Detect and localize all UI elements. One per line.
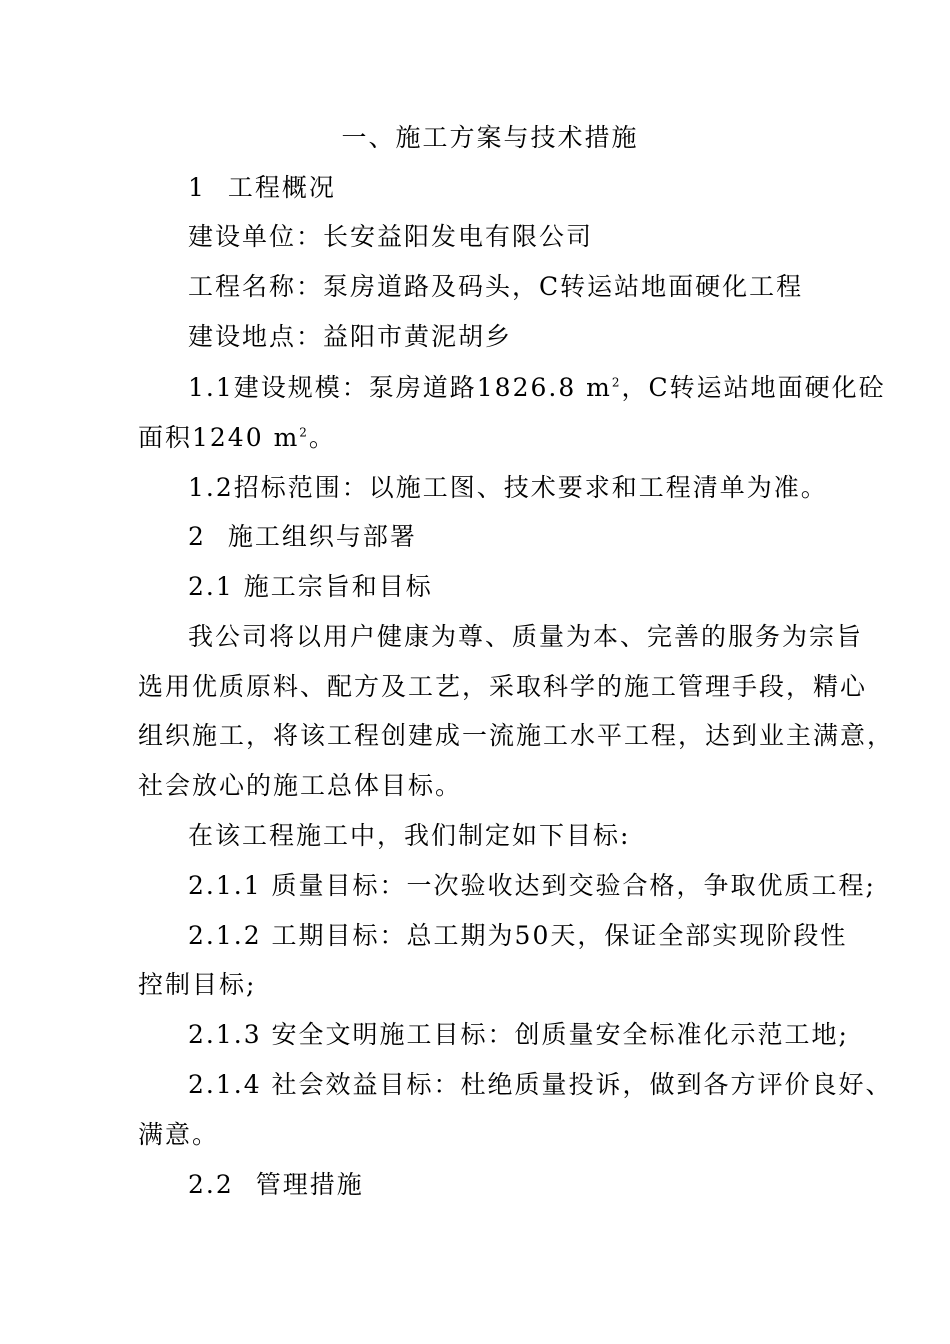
paragraph-line: 组织施工，将该工程创建成一流施工水平工程，达到业主满意， [138,721,895,750]
document-title: 一、施工方案与技术措施 [341,123,639,152]
scale-text-cont: ，C转运站地面硬化砼 [621,373,886,402]
scale-text: 1.1建设规模：泵房道路1826.8 m [188,373,612,402]
section-2-1-heading: 2.1 施工宗旨和目标 [188,572,433,601]
superscript: 2 [299,425,309,440]
goal-social: 2.1.4 社会效益目标：杜绝质量投诉，做到各方评价良好、 [188,1070,893,1099]
goal-schedule: 2.1.2 工期目标：总工期为50天，保证全部实现阶段性 [188,921,848,950]
section-number: 1 [188,173,206,202]
paragraph-line: 社会放心的施工总体目标。 [138,771,463,800]
section-2-2-heading [188,1170,364,1200]
goal-social-cont: 满意。 [138,1120,220,1149]
project-name-line: 工程名称：泵房道路及码头，C转运站地面硬化工程 [188,272,804,301]
paragraph-line: 我公司将以用户健康为尊、质量为本、完善的服务为宗旨 [188,622,864,651]
scale-line [188,373,886,403]
superscript: 2 [611,375,622,390]
section-title: 管理措施 [255,1170,364,1199]
section-title: 工程概况 [227,173,336,202]
section-number: 2.2 [188,1170,234,1199]
scale-line-cont [138,423,336,453]
area-text: 面积1240 m [138,423,300,452]
scope-line: 1.2招标范围：以施工图、技术要求和工程清单为准。 [188,473,828,502]
goal-schedule-cont: 控制目标; [138,970,257,999]
section-2-heading [188,522,417,552]
goals-intro: 在该工程施工中，我们制定如下目标: [188,821,631,850]
period: 。 [308,423,336,452]
section-title: 施工组织与部署 [227,522,417,551]
section-1-heading [188,173,336,203]
paragraph-line: 选用优质原料、配方及工艺，采取科学的施工管理手段，精心 [138,672,868,701]
owner-line: 建设单位：长安益阳发电有限公司 [188,222,594,251]
goal-safety: 2.1.3 安全文明施工目标：创质量安全标准化示范工地; [188,1020,849,1049]
location-line: 建设地点：益阳市黄泥胡乡 [188,322,513,351]
section-number: 2 [188,522,206,551]
goal-quality: 2.1.1 质量目标：一次验收达到交验合格，争取优质工程; [188,871,876,900]
